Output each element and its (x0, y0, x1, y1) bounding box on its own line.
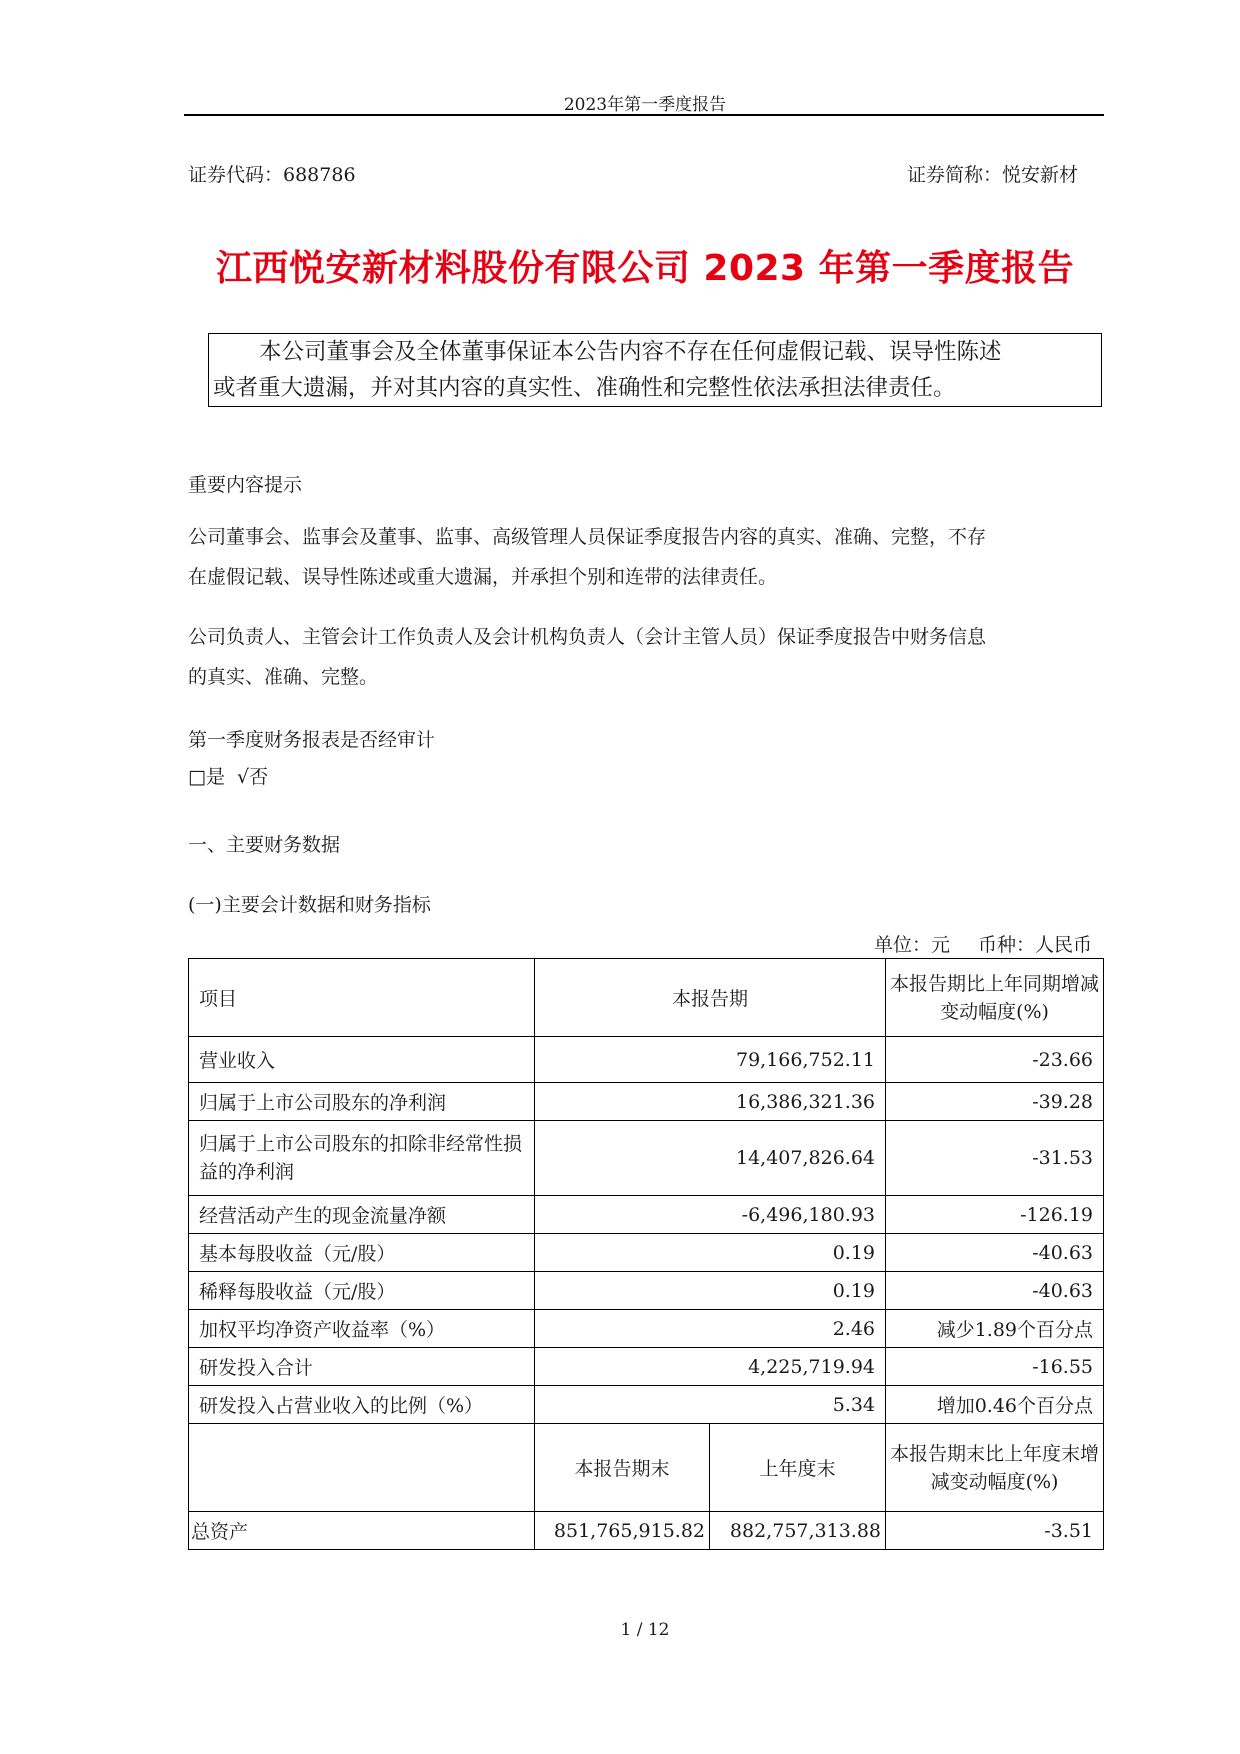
table-row: 营业收入 79,166,752.11 -23.66 (189, 1037, 1104, 1083)
paragraph-2-line-2: 的真实、准确、完整。 (188, 666, 379, 688)
table-row: 稀释每股收益（元/股） 0.19 -40.63 (189, 1272, 1104, 1310)
important-heading: 重要内容提示 (188, 474, 303, 496)
subheader-period-end: 本报告期末 (535, 1424, 710, 1512)
page-number: 1 / 12 (620, 1620, 670, 1640)
financial-data-table (188, 958, 1104, 1550)
security-abbreviation: 证券简称：悦安新材 (906, 164, 1078, 186)
unit-label: 单位：元 (873, 934, 950, 956)
page-header: 2023年第一季度报告 (563, 95, 727, 115)
header-divider (184, 114, 1104, 116)
board-notice-box (208, 333, 1102, 407)
paragraph-1-line-1: 公司董事会、监事会及董事、监事、高级管理人员保证季度报告内容的真实、准确、完整，不存 (188, 526, 987, 548)
table-row: 基本每股收益（元/股） 0.19 -40.63 (189, 1234, 1104, 1272)
table-row: 总资产 851,765,915.82 882,757,313.88 -3.51 (189, 1512, 1104, 1550)
report-title: 江西悦安新材料股份有限公司 2023 年第一季度报告 (215, 248, 1075, 289)
paragraph-1-line-2: 在虚假记载、误导性陈述或重大遗漏，并承担个别和连带的法律责任。 (188, 566, 778, 588)
section-key-indicators: (一)主要会计数据和财务指标 (188, 894, 431, 916)
subheader-prior-year-end: 上年度末 (710, 1424, 886, 1512)
important-paragraph-1 (188, 517, 1108, 597)
notice-line-2: 或者重大遗漏，并对其内容的真实性、准确性和完整性依法承担法律责任。 (213, 375, 956, 401)
audit-question: 第一季度财务报表是否经审计 (188, 729, 436, 751)
notice-line-1: 本公司董事会及全体董事保证本公告内容不存在任何虚假记载、误导性陈述 (259, 339, 1002, 365)
table-row: 加权平均净资产收益率（%） 2.46 减少1.89个百分点 (189, 1310, 1104, 1348)
subheader-empty (189, 1424, 535, 1512)
paragraph-2-line-1: 公司负责人、主管会计工作负责人及会计机构负责人（会计主管人员）保证季度报告中财务信息 (188, 626, 987, 648)
table-row: 研发投入合计 4,225,719.94 -16.55 (189, 1348, 1104, 1386)
section-main-financial-data: 一、主要财务数据 (188, 834, 341, 856)
table-row: 研发投入占营业收入的比例（%） 5.34 增加0.46个百分点 (189, 1386, 1104, 1424)
currency-label: 币种：人民币 (977, 934, 1092, 956)
important-paragraph-2 (188, 617, 1108, 697)
table-row: 归属于上市公司股东的净利润 16,386,321.36 -39.28 (189, 1083, 1104, 1121)
audit-answer: □是 √否 (188, 766, 269, 788)
table-header-row (189, 959, 1104, 1037)
unit-currency-line (874, 930, 1092, 957)
table-row: 归属于上市公司股东的扣除非经常性损益的净利润 14,407,826.64 -31.53 (189, 1121, 1104, 1196)
header-item: 项目 (189, 959, 535, 1037)
table-subheader-row (189, 1424, 1104, 1512)
header-yoy-change: 本报告期比上年同期增减变动幅度(%) (886, 959, 1104, 1037)
header-current-period: 本报告期 (535, 959, 886, 1037)
subheader-change: 本报告期末比上年度末增减变动幅度(%) (886, 1424, 1104, 1512)
security-code: 证券代码：688786 (188, 164, 356, 186)
table-row: 经营活动产生的现金流量净额 -6,496,180.93 -126.19 (189, 1196, 1104, 1234)
